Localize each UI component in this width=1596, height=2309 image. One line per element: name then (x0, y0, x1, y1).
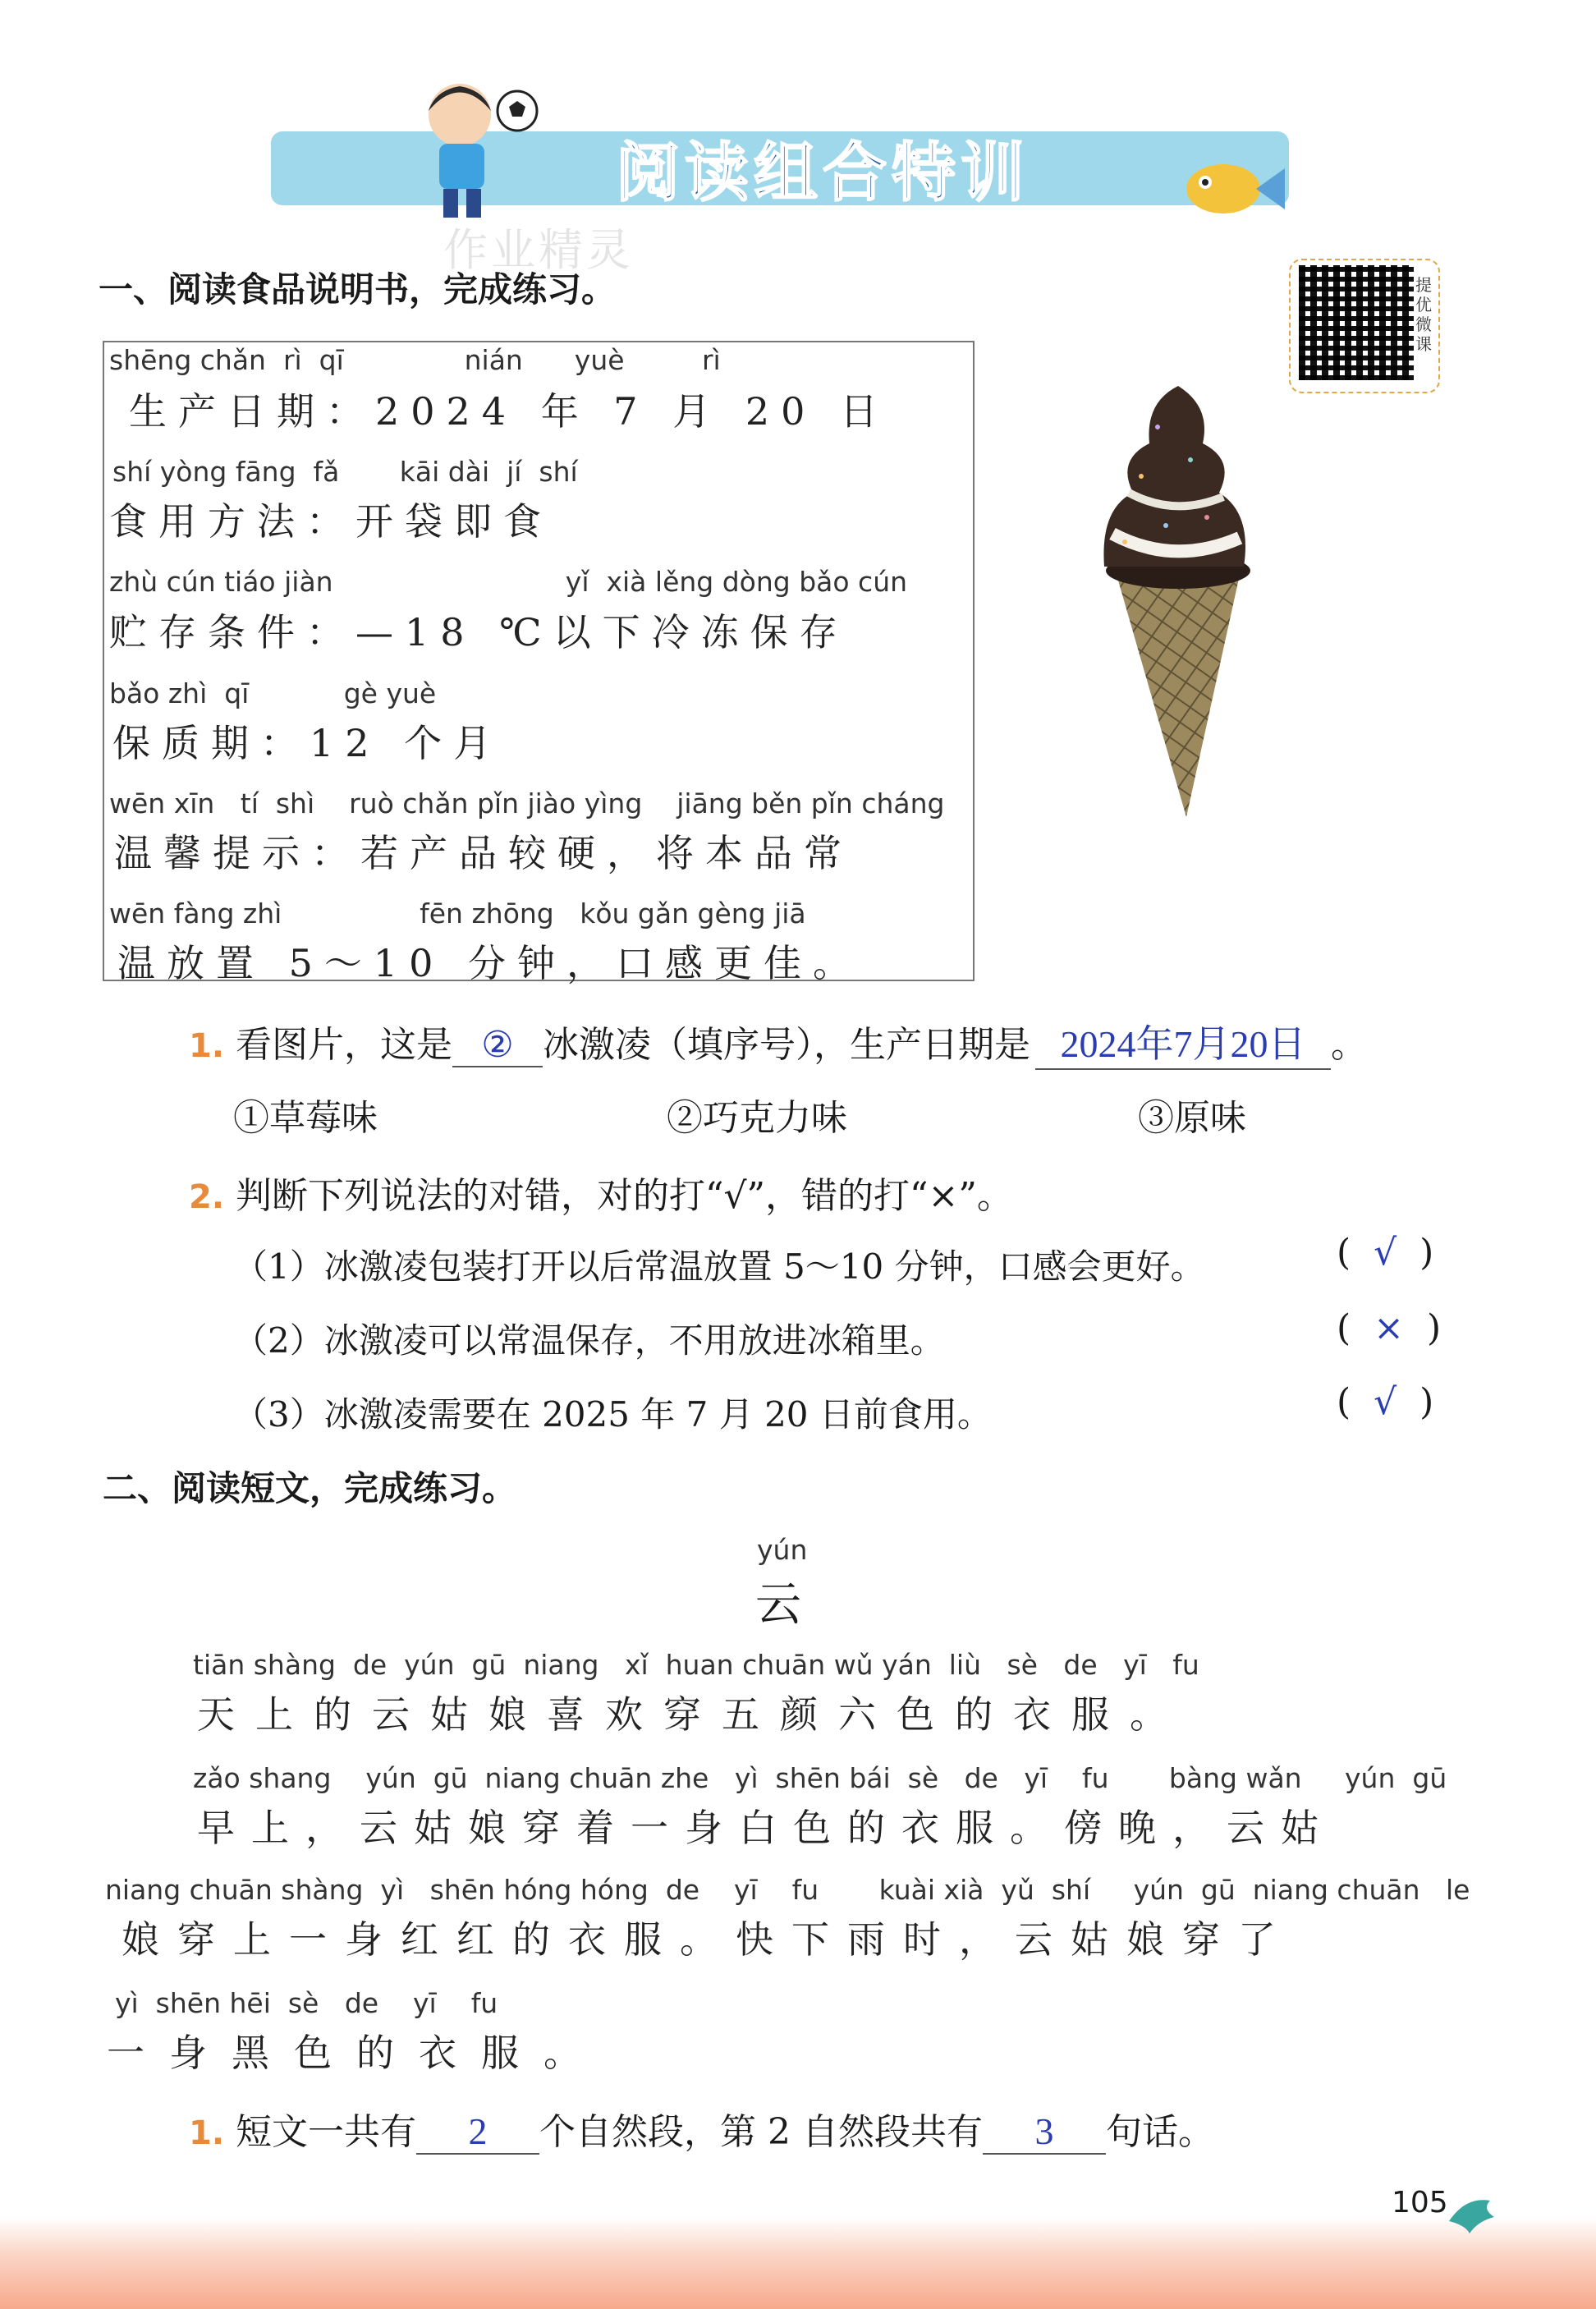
judge-bracket-3[interactable]: ( √ ) (1337, 1381, 1434, 1423)
check-mark: √ (1374, 1232, 1397, 1274)
s1-question-1 (189, 1014, 1367, 1070)
answer-flavor: ② (481, 1025, 514, 1065)
story-line: 天上的云姑娘喜欢穿五颜六色的衣服。 (197, 1692, 1188, 1737)
question-text: 判断下列说法的对错，对的打“√”，错的打“×”。 (236, 1175, 1013, 1217)
dolphin-icon (1445, 2188, 1502, 2238)
question-number: 1. (189, 1027, 225, 1065)
s1-question-2 (189, 1166, 1013, 1219)
story-title: 云 (755, 1578, 801, 1632)
pinyin-line: shí yòng fāng fǎ kāi dài jí shí (112, 456, 578, 488)
option-3: ③原味 (1138, 1097, 1246, 1139)
answer-blank-paragraphs[interactable] (416, 2109, 539, 2155)
page-number: 105 (1392, 2186, 1448, 2219)
question-text: 短文一共有 (236, 2111, 417, 2153)
qr-code-card[interactable] (1289, 259, 1440, 393)
judge-item-3: （3）冰激凌需要在 2025 年 7 月 20 日前食用。 (233, 1394, 992, 1435)
option-2: ②巧克力味 (667, 1097, 847, 1139)
instruction-line: 保质期：12 个月 (112, 721, 503, 765)
pinyin-line: bǎo zhì qī gè yuè (109, 677, 437, 709)
check-mark: √ (1374, 1381, 1397, 1423)
question-text: 看图片，这是 (236, 1024, 453, 1066)
question-end: 句话。 (1106, 2111, 1214, 2153)
pinyin-line: zǎo shang yún gū niang chuān zhe yì shēn bái sè de yī fu bàng wǎn yún gū (193, 1762, 1447, 1794)
answer-blank-date[interactable] (1035, 1014, 1331, 1070)
pinyin-line: zhù cún tiáo jiàn yǐ xià lěng dòng bǎo cún (109, 566, 908, 598)
cross-mark: × (1374, 1307, 1405, 1349)
section2-heading: 二、阅读短文，完成练习。 (103, 1468, 517, 1508)
title-pinyin: yún (757, 1534, 808, 1566)
judge-item-2: （2）冰激凌可以常温保存，不用放进冰箱里。 (233, 1320, 945, 1361)
question-number: 1. (189, 2114, 225, 2152)
instruction-line: 温放置 5～10 分钟，口感更佳。 (117, 941, 863, 985)
answer-paragraphs: 2 (468, 2110, 488, 2152)
judge-bracket-1[interactable]: ( √ ) (1337, 1232, 1434, 1274)
ice-cream-cone-illustration (1067, 378, 1281, 821)
pinyin-line: yì shēn hēi sè de yī fu (115, 1987, 498, 2019)
boy-soccer-illustration (402, 66, 550, 230)
instruction-line: 贮存条件：—18 ℃以下冷冻保存 (109, 610, 849, 654)
option-1: ①草莓味 (233, 1097, 378, 1139)
instruction-line: 温馨提示：若产品较硬，将本品常 (114, 831, 853, 875)
judge-bracket-2[interactable]: ( × ) (1337, 1307, 1442, 1349)
story-line: 一身黑色的衣服。 (107, 2031, 606, 2075)
pinyin-line: niang chuān shàng yì shēn hóng hóng de yī fu kuài xià yǔ shí yún gū niang chuān le (105, 1874, 1470, 1906)
instruction-line: 生产日期：2024 年 7 月 20 日 (129, 389, 889, 434)
answer-blank-flavor[interactable] (452, 1024, 543, 1067)
banner-title: 阅读组合特训 (616, 136, 1030, 210)
question-text: 冰激凌（填序号），生产日期是 (543, 1024, 1031, 1066)
pinyin-line: wēn xīn tí shì ruò chǎn pǐn jiào yìng jiāng běn pǐn cháng (109, 787, 945, 819)
pinyin-line: tiān shàng de yún gū niang xǐ huan chuān wǔ yán liù sè de yī fu (193, 1649, 1199, 1681)
instruction-line: 食用方法：开袋即食 (109, 499, 553, 544)
question-number: 2. (189, 1178, 225, 1216)
question-text: 个自然段，第 2 自然段共有 (539, 2111, 983, 2153)
s2-question-1 (189, 2102, 1214, 2155)
watermark: 作业精灵 (443, 224, 634, 276)
banner (271, 107, 1289, 222)
footer-decoration (0, 2217, 1596, 2309)
question-end: 。 (1331, 1024, 1368, 1066)
answer-blank-sentences[interactable] (983, 2109, 1106, 2155)
story-line: 早上，云姑娘穿着一身白色的衣服。傍晚，云姑 (197, 1806, 1335, 1850)
story-line: 娘穿上一身红红的衣服。快下雨时，云姑娘穿了 (122, 1917, 1294, 1962)
qr-label: 提优微课 (1415, 275, 1432, 354)
answer-sentences: 3 (1034, 2110, 1054, 2152)
section1-heading: 一、阅读食品说明书，完成练习。 (99, 269, 617, 310)
pinyin-line: wēn fàng zhì fēn zhōng kǒu gǎn gèng jiā (109, 897, 806, 930)
pinyin-line: shēng chǎn rì qī nián yuè rì (109, 344, 721, 376)
judge-item-1: （1）冰激凌包装打开以后常温放置 5～10 分钟，口感会更好。 (233, 1246, 1205, 1287)
food-instructions-box (103, 341, 975, 985)
answer-date: 2024年7月20日 (1060, 1023, 1306, 1065)
fish-illustration (1166, 140, 1289, 230)
qr-code-icon (1299, 265, 1414, 380)
